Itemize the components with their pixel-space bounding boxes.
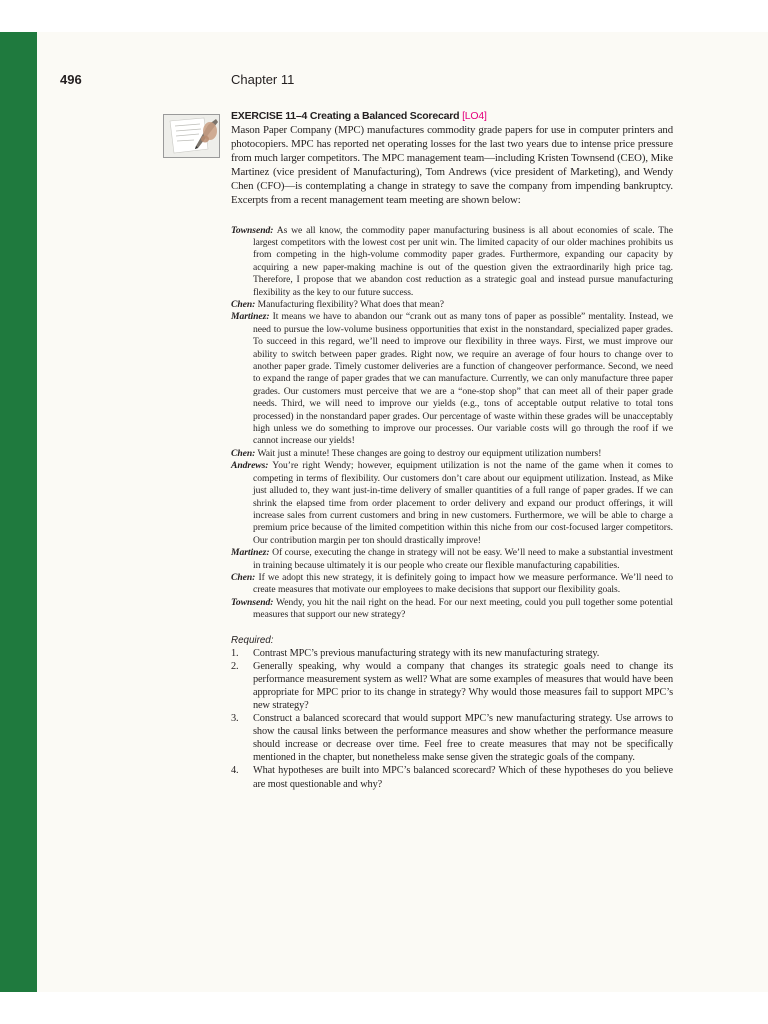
- speaker-name: Chen:: [231, 299, 256, 310]
- dialogue-turn: [231, 597, 673, 622]
- dialogue-turn: [231, 299, 673, 311]
- speaker-text: Manufacturing flexibility? What does that mean?: [257, 299, 444, 310]
- exercise-content: [231, 110, 673, 791]
- dialogue-turn: [231, 460, 673, 547]
- speaker-name: Chen:: [231, 571, 256, 583]
- exercise-intro: Mason Paper Company (MPC) manufactures commodity grade papers for use in computer printers and photocopiers. MPC has reported net operating losses for the last two years due to intense price pressure from much larger competitors. The MPC management team—including Kristen Townsend (CEO), Mike Martinez (vice president of Manufacturing), Tom Andrews (vice president of Marketing), and Wendy Chen (CFO)—is contemplating a change in strategy to save the company from impending bankruptcy. Excerpts from a recent management team meeting are shown below:: [231, 124, 673, 207]
- dialogue-turn: [231, 225, 673, 299]
- speaker-text: You’re right Wendy; however, equipment utilization is not the name of the game when it comes to competing in terms of flexibility. Our customers don’t care about our equipment utilization. Instead, as Mike just alluded to, they want just-in-time delivery of smaller quantities of a full range of paper grades. If we can shrink the elapsed time from order placement to order delivery and expand our product offerings, it will increase sales from current customers and bring in new customers. Furthermore, we will be able to charge a premium price because of the limited competition within this niche from our cost-focused larger competitors. Our contribution margin per ton should drastically improve!: [253, 460, 674, 546]
- speaker-text: It means we have to abandon our “crank out as many tons of paper as possible” mentality. Instead, we need to pursue the low-volume business opportunities that exist in the nonstandard, specialized paper grades. To succeed in this regard, we’ll need to improve our flexibility in three ways. First, we must improve our ability to switch between paper grades. Right now, we require an average of four hours to change over to another paper grade. Timely customer deliveries are a function of changeover performance. Second, we need to expand the range of paper grades that we can manufacture. Currently, we can only manufacture three paper grades. Our customers must perceive that we are a “one-stop shop” that can meet all of their paper grade needs. Third, we will need to improve our yields (e.g., tons of acceptable output relative to total tons processed) in the nonstandard paper grades. Our percentage of waste within these grades will be unacceptably high unless we do something to improve our processes. Our variable costs will go through the roof if we cannot increase our yields!: [253, 311, 673, 447]
- required-heading: Required:: [231, 634, 274, 646]
- dialogue-turn: [231, 448, 673, 460]
- page-number: 496: [60, 72, 82, 87]
- speaker-name: Andrews:: [231, 460, 269, 472]
- required-item: [231, 712, 673, 764]
- speaker-name: Chen:: [231, 447, 256, 459]
- bottom-margin: [0, 992, 768, 1024]
- dialogue-turn: [231, 572, 673, 597]
- dialogue-turn: [231, 547, 673, 572]
- meeting-dialogue: [231, 225, 673, 622]
- required-item: [231, 764, 673, 790]
- speaker-text: Wendy, you hit the nail right on the head. For our next meeting, could you pull together some potential measures that support our new strategy?: [253, 596, 673, 621]
- speaker-name: Martinez:: [231, 311, 270, 323]
- required-item: [231, 647, 673, 660]
- required-list: [231, 647, 673, 791]
- item-text: Generally speaking, why would a company that changes its strategic goals need to change its performance measurement system as well? What are some examples of measures that would have been appropriate for MPC prior to its change in strategy? Why would those measures fail to support MPC’s new strategy?: [253, 660, 673, 711]
- speaker-text: Wait just a minute! These changes are going to destroy our equipment utilization numbers!: [257, 447, 602, 459]
- top-margin: [0, 0, 768, 32]
- green-spine-bar: [0, 32, 37, 992]
- dialogue-turn: [231, 311, 673, 447]
- learning-objective-tag: [LO4]: [462, 110, 487, 122]
- item-text: What hypotheses are built into MPC’s balanced scorecard? Which of these hypotheses do you believe are most questionable and why?: [253, 765, 673, 790]
- item-text: Construct a balanced scorecard that would support MPC’s new manufacturing strategy. Use arrows to show the causal links between the performance measures and show whether the performance measure should increase or decrease over time. Feel free to create measures that may not be specifically mentioned in the chapter, but nonetheless make sense given the strategic goals of the company.: [253, 713, 673, 764]
- pen-writing-thumbnail-icon: [163, 114, 220, 158]
- speaker-name: Martinez:: [231, 547, 270, 559]
- speaker-text: If we adopt this new strategy, it is definitely going to impact how we measure performance. We’ll need to create measures that motivate our employees to make decisions that support our flexibility goals.: [253, 571, 673, 596]
- speaker-text: As we all know, the commodity paper manufacturing business is all about economies of scale. The largest competitors with the lowest cost per unit win. The limited capacity of our older machines prohibits us from competing in the high-volume commodity paper grades. Furthermore, expanding our capacity by acquiring a new paper-making machine is out of the question given the extraordinarily high price tag. Therefore, I propose that we abandon cost reduction as a strategic goal and instead pursue manufacturing flexibility as the key to our future success.: [253, 224, 674, 298]
- item-number: 2.: [231, 660, 239, 672]
- speaker-name: Townsend:: [231, 224, 274, 236]
- exercise-title-line: [231, 110, 673, 123]
- item-number: 4.: [231, 765, 239, 777]
- item-text: Contrast MPC’s previous manufacturing strategy with its new manufacturing strategy.: [253, 647, 600, 659]
- speaker-name: Townsend:: [231, 596, 274, 608]
- item-number: 1.: [231, 647, 239, 659]
- item-number: 3.: [231, 713, 239, 725]
- required-item: [231, 660, 673, 712]
- exercise-title: EXERCISE 11–4 Creating a Balanced Scorecard: [231, 110, 460, 122]
- running-header-chapter: Chapter 11: [231, 72, 295, 87]
- speaker-text: Of course, executing the change in strategy will not be easy. We’ll need to make a substantial investment in training because ultimately it is our people who create our flexible manufacturing capabilities.: [253, 547, 673, 571]
